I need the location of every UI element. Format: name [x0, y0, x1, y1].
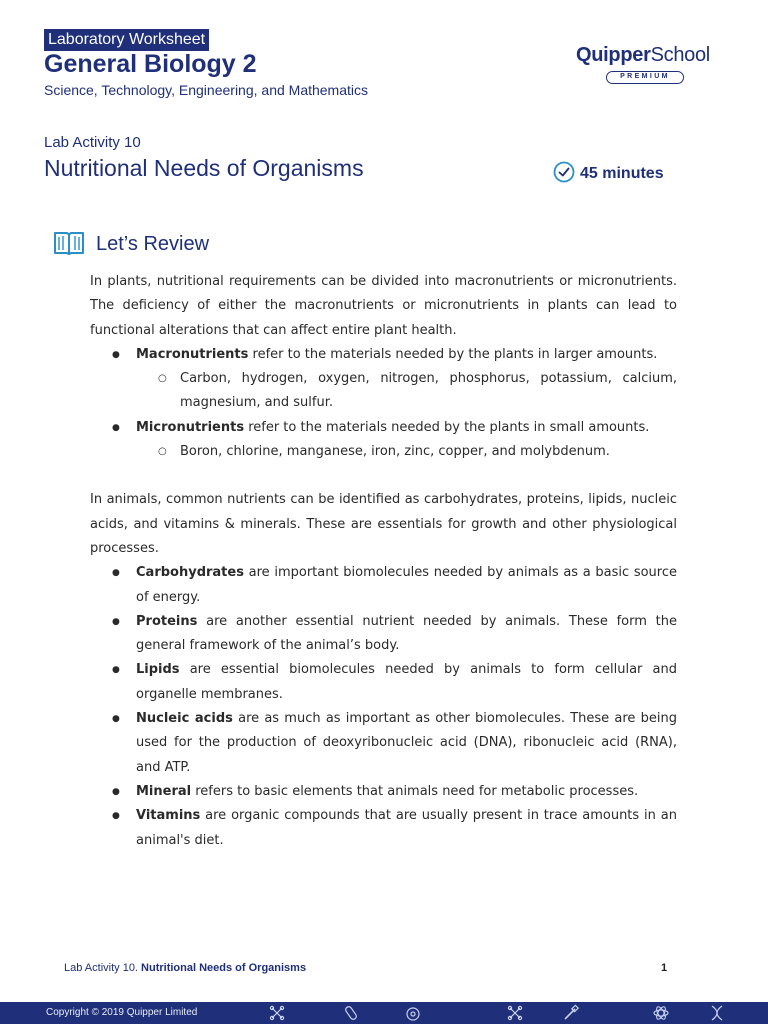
definition: are as much as important as other biomolecules. These are being used for the production of deoxyribonucleic acid (DNA), ribonucleic acid (RNA), and ATP. — [136, 711, 677, 775]
page-number: 1 — [661, 962, 668, 974]
activity-number: Lab Activity 10 — [44, 134, 141, 151]
term: Vitamins — [136, 808, 201, 824]
worksheet-type-tag: Laboratory Worksheet — [44, 29, 209, 51]
quipper-school-logo — [576, 44, 726, 84]
logo-brand-regular: School — [650, 44, 710, 66]
term: Micronutrients — [136, 419, 245, 435]
definition: refers to basic elements that animals need for metabolic processes. — [191, 783, 639, 799]
term: Mineral — [136, 783, 192, 799]
copyright: Copyright © 2019 Quipper Limited — [46, 1007, 198, 1018]
definition: refer to the materials needed by the plants in small amounts. — [244, 419, 650, 435]
activity-title: Nutritional Needs of Organisms — [44, 155, 364, 181]
pipette-icon — [562, 1004, 580, 1026]
footer-bar — [0, 1002, 768, 1024]
dna-icon — [708, 1004, 726, 1026]
course-title: General Biology 2 — [44, 50, 257, 78]
clock-check-icon — [553, 161, 575, 187]
list-item — [90, 343, 677, 416]
molecule-icon — [506, 1004, 524, 1026]
definition: are another essential nutrient needed by animals. These form the general framework of the animal’s body. — [136, 613, 677, 654]
logo-wordmark — [576, 44, 726, 67]
paragraph-gap — [90, 464, 677, 488]
review-content — [90, 270, 677, 853]
duration-label: 45 minutes — [580, 165, 664, 182]
duration — [553, 161, 664, 187]
sub-list-item: ○ Carbon, hydrogen, oxygen, nitrogen, phosphorus, potassium, calcium, magnesium, and sulfur. — [136, 367, 677, 416]
plant-nutrient-list — [90, 343, 677, 464]
list-item — [90, 610, 677, 659]
test-tube-icon — [342, 1004, 360, 1026]
sub-list — [136, 367, 677, 416]
list-item — [90, 658, 677, 707]
list-item — [90, 561, 677, 610]
list-item — [90, 780, 677, 804]
footer-activity — [64, 962, 306, 974]
list-item — [90, 416, 677, 465]
molecule-icon — [268, 1004, 286, 1026]
sub-list — [136, 440, 677, 464]
definition: refer to the materials needed by the plants in larger amounts. — [248, 346, 658, 362]
definition: are organic compounds that are usually present in trace amounts in an animal's diet. — [136, 808, 677, 848]
cell-icon — [404, 1004, 422, 1026]
definition: are important biomolecules needed by animals as a basic source of energy. — [136, 565, 677, 605]
term: Proteins — [136, 613, 198, 629]
list-item — [90, 707, 677, 780]
animals-intro: In animals, common nutrients can be identified as carbohydrates, proteins, lipids, nucleic acids, and vitamins & minerals. These are essentials for growth and other physiological processes. — [90, 492, 677, 556]
footer-activity-title: Nutritional Needs of Organisms — [141, 962, 307, 974]
footer-activity-prefix: Lab Activity 10. — [64, 962, 142, 974]
strand-subtitle: Science, Technology, Engineering, and Mathematics — [44, 82, 369, 98]
list-item — [90, 804, 677, 853]
sub-list-item: ○ Boron, chlorine, manganese, iron, zinc, copper, and molybdenum. — [136, 440, 677, 464]
logo-brand-bold: Quipper — [576, 44, 651, 66]
definition: are essential biomolecules needed by animals to form cellular and organelle membranes. — [136, 662, 677, 702]
plants-intro: In plants, nutritional requirements can be divided into macronutrients or micronutrients. The deficiency of either the macronutrients or micronutrients in plants can lead to functional alterations that can affect entire plant health. — [90, 274, 677, 338]
atom-icon — [652, 1004, 670, 1026]
section-heading — [52, 228, 209, 260]
premium-badge: PREMIUM — [606, 71, 684, 84]
animal-nutrient-list — [90, 561, 677, 853]
open-book-icon — [52, 228, 86, 260]
term: Nucleic acids — [136, 711, 233, 727]
section-title: Let’s Review — [96, 232, 210, 255]
term: Macronutrients — [136, 346, 249, 362]
term: Lipids — [136, 662, 180, 678]
term: Carbohydrates — [136, 565, 244, 581]
